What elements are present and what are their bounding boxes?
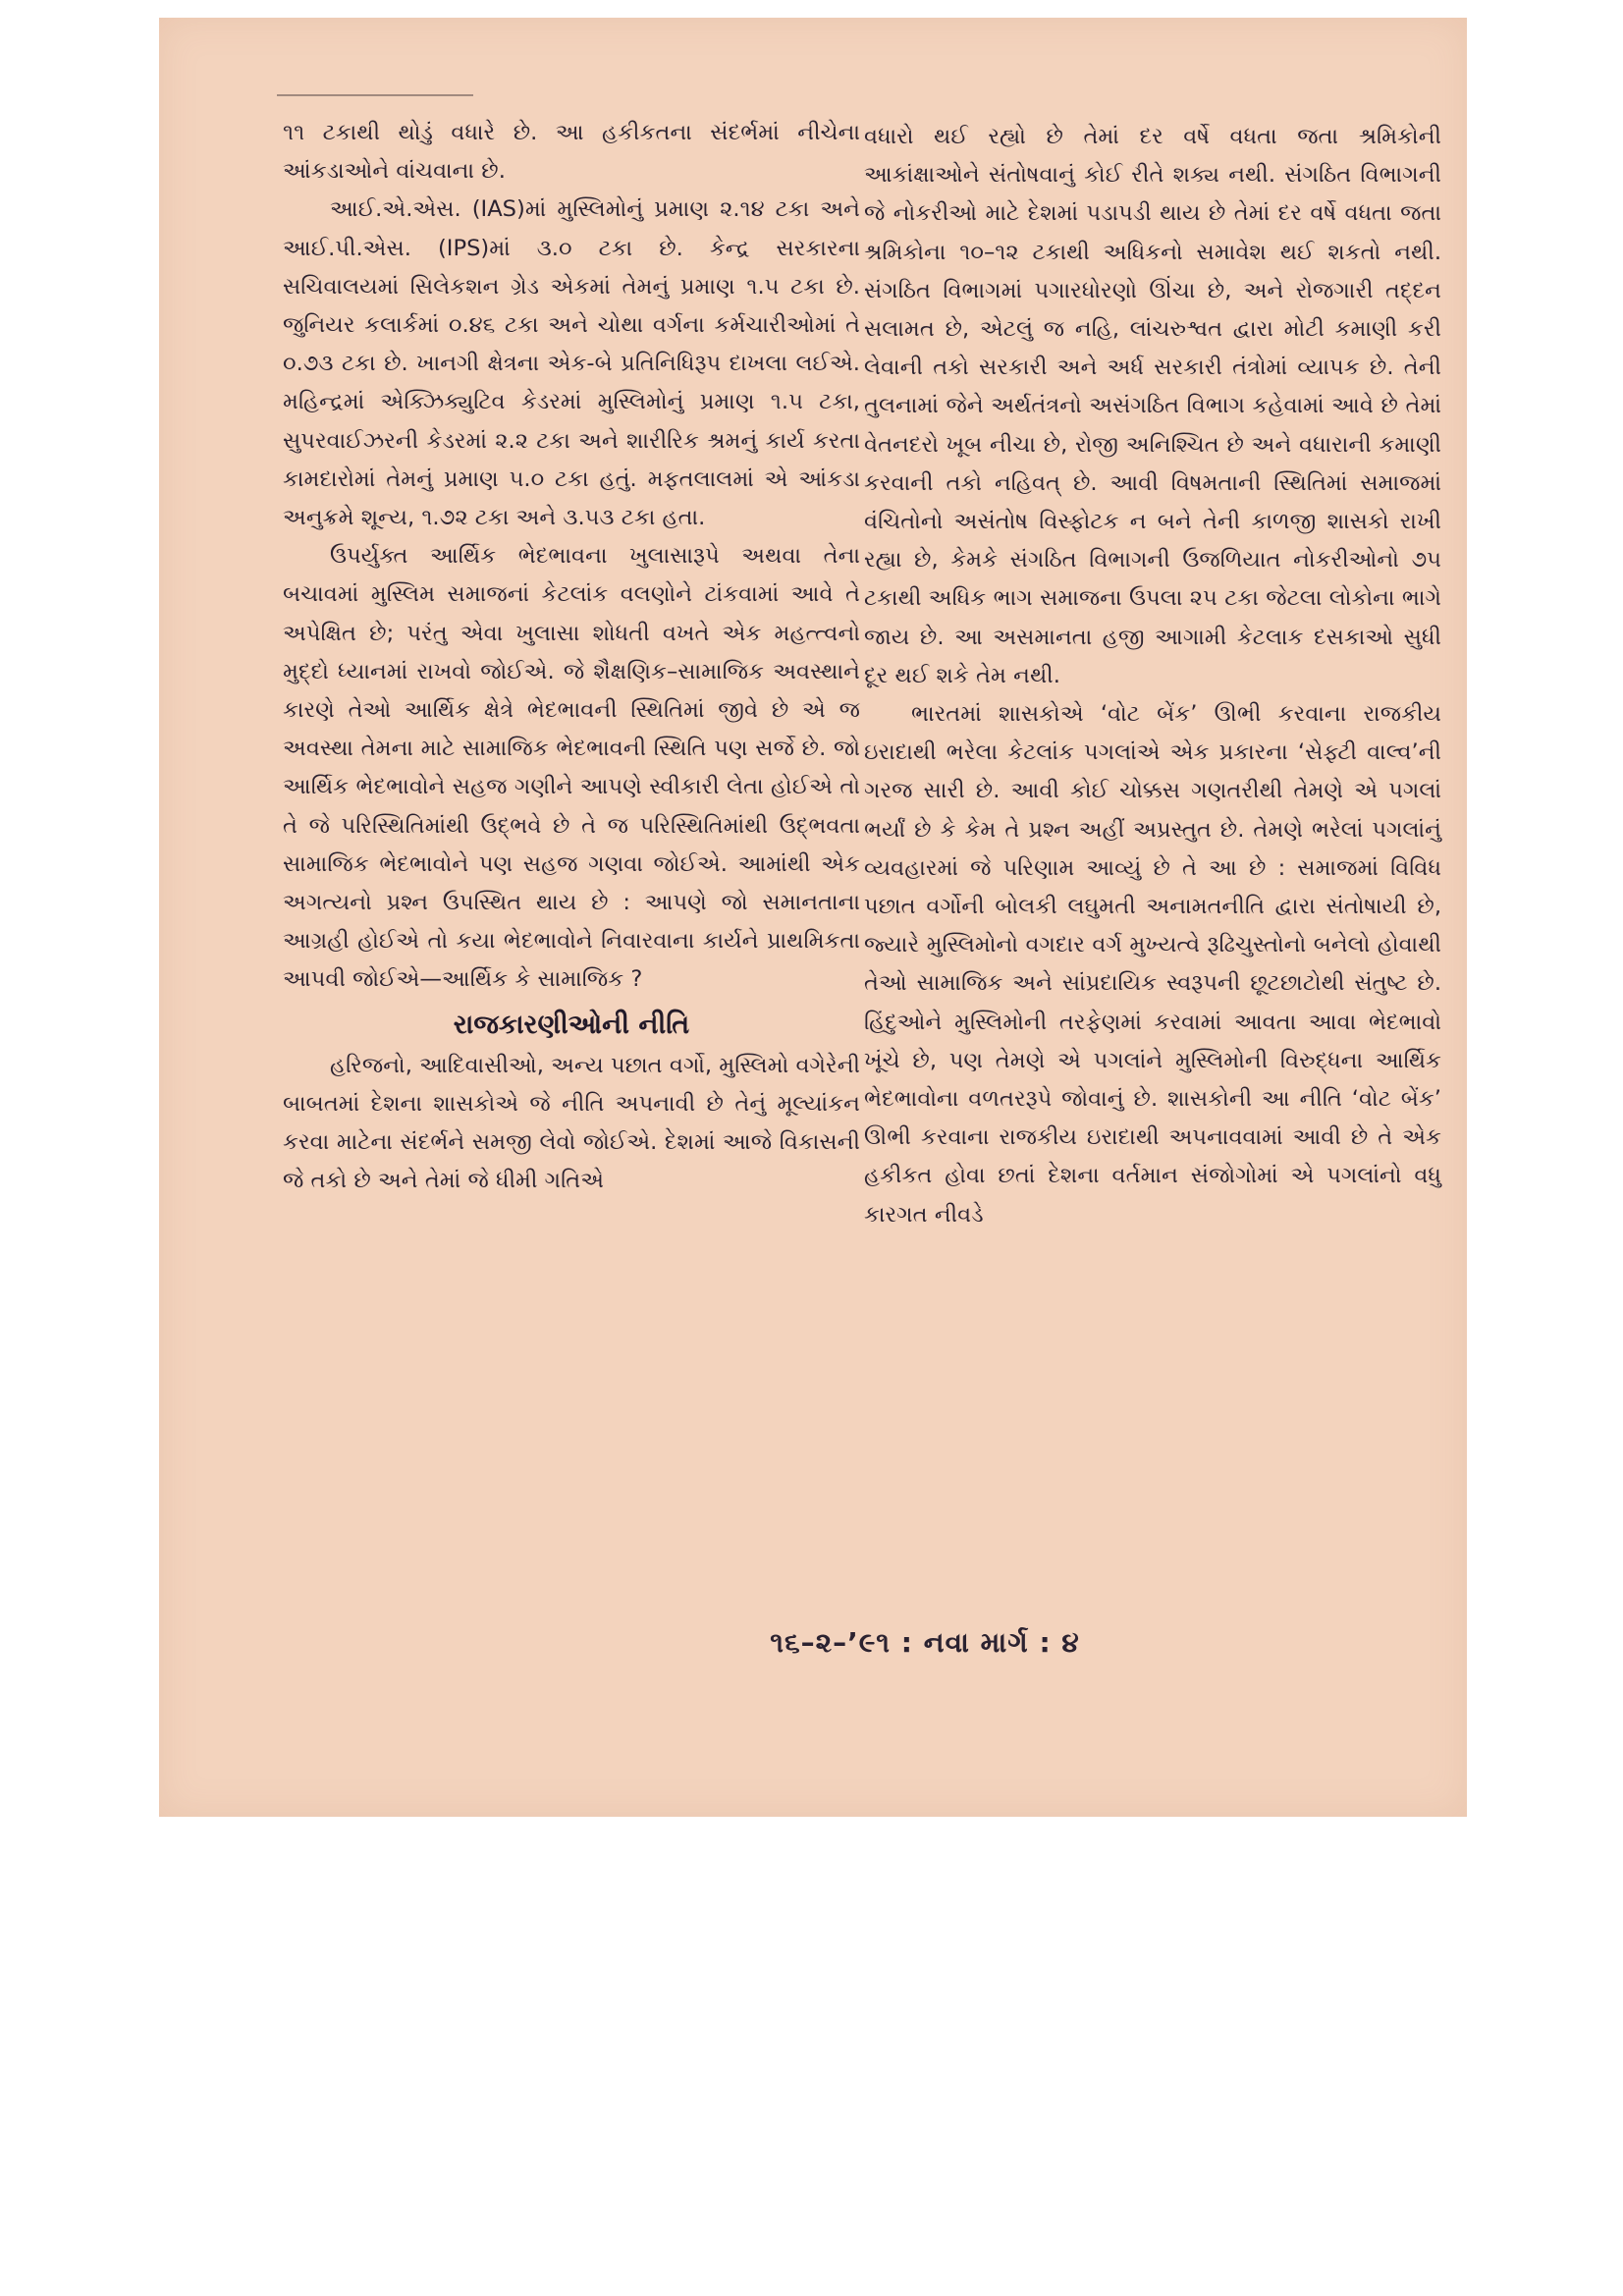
page-footer: ૧૬–૨–’૯૧ : નવા માર્ગ : ૪ <box>770 1626 1080 1659</box>
paragraph: ભારતમાં શાસકોએ ‘વોટ બેંક’ ઊભી કરવાના રાજકીય ઇરાદાથી ભરેલા કેટલાંક પગલાંએ એક પ્રકારના ‘સેફ્ટી વાલ્વ’ની ગરજ સારી છે. આવી કોઈ ચોક્કસ ગણતરીથી તેમણે એ પગલાં ભર્યાં છે કે કેમ તે પ્રશ્ન અહીં અપ્રસ્તુત છે. તેમણે ભરેલાં પગલાંનું વ્યવહારમાં જે પરિણામ આવ્યું છે તે આ છે : સમાજમાં વિવિધ પછાત વર્ગોની બોલકી લઘુમતી અનામતનીતિ દ્વારા સંતોષાયી છે, જ્યારે મુસ્લિમોનો વગદાર વર્ગ મુખ્યત્વે રૂઢિચુસ્તોનો બનેલો હોવાથી તેઓ સામાજિક અને સાંપ્રદાયિક સ્વરૂપની છૂટછાટોથી સંતુષ્ટ છે. હિંદુઓને મુસ્લિમોની તરફેણમાં કરવામાં આવતા આવા ભેદભાવો ખૂંચે છે, પણ તેમણે એ પગલાંને મુસ્લિમોની વિરુદ્ધના આર્થિક ભેદભાવોના વળતરરૂપે જોવાનું છે. શાસકોની આ નીતિ ‘વોટ બેંક’ ઊભી કરવાના રાજકીય ઇરાદાથી અપનાવવામાં આવી છે તે એક હકીકત હોવા છતાં દેશના વર્તમાન સંજોગોમાં એ પગલાંનો વધુ કારગત નીવડે <box>864 701 1441 1228</box>
paragraph: ૧૧ ટકાથી થોડું વધારે છે. આ હકીકતના સંદર્ભમાં નીચેના આંકડાઓને વાંચવાના છે. <box>283 120 860 185</box>
right-column <box>864 118 1441 1234</box>
paragraph: હરિજનો, આદિવાસીઓ, અન્ય પછાત વર્ગો, મુસ્લિમો વગેરેની બાબતમાં દેશના શાસકોએ જે નીતિ અપનાવી છે તેનું મૂલ્યાંકન કરવા માટેના સંદર્ભને સમજી લેવો જોઈએ. દેશમાં આજે વિકાસની જે તકો છે અને તેમાં જે ધીમી ગતિએ <box>283 1052 860 1194</box>
paragraph: વધારો થઈ રહ્યો છે તેમાં દર વર્ષે વધતા જતા શ્રમિકોની આકાંક્ષાઓને સંતોષવાનું કોઈ રીતે શક્ય નથી. સંગઠિત વિભાગની જે નોકરીઓ માટે દેશમાં પડાપડી થાય છે તેમાં દર વર્ષે વધતા જતા શ્રમિકોના ૧૦–૧૨ ટકાથી અધિકનો સમાવેશ થઈ શકતો નથી. સંગઠિત વિભાગમાં પગારધોરણો ઊંચા છે, અને રોજગારી તદ્દન સલામત છે, એટલું જ નહિ, લાંચરુશ્વત દ્વારા મોટી કમાણી કરી લેવાની તકો સરકારી અને અર્ધ સરકારી તંત્રોમાં વ્યાપક છે. તેની તુલનામાં જેને અર્થતંત્રનો અસંગઠિત વિભાગ કહેવામાં આવે છે તેમાં વેતનદરો ખૂબ નીચા છે, રોજી અનિશ્ચિત છે અને વધારાની કમાણી કરવાની તકો નહિવત્ છે. આવી વિષમતાની સ્થિતિમાં સમાજમાં વંચિતોનો અસંતોષ વિસ્ફોટક ન બને તેની કાળજી શાસકો રાખી રહ્યા છે, કેમકે સંગઠિત વિભાગની ઉજળિયાત નોકરીઓનો ૭૫ ટકાથી અધિક ભાગ સમાજના ઉપલા ૨૫ ટકા જેટલા લોકોના ભાગે જાય છે. આ અસમાનતા હજી આગામી કેટલાક દસકાઓ સુધી દૂર થઈ શકે તેમ નથી. <box>864 124 1441 688</box>
paragraph: ઉપર્યુક્ત આર્થિક ભેદભાવના ખુલાસારૂપે અથવા તેના બચાવમાં મુસ્લિમ સમાજનાં કેટલાંક વલણોને ટાંકવામાં આવે તે અપેક્ષિત છે; પરંતુ એવા ખુલાસા શોધતી વખતે એક મહત્ત્વનો મુદ્દો ધ્યાનમાં રાખવો જોઈએ. જે શૈક્ષણિક–સામાજિક અવસ્થાને કારણે તેઓ આર્થિક ક્ષેત્રે ભેદભાવની સ્થિતિમાં જીવે છે એ જ અવસ્થા તેમના માટે સામાજિક ભેદભાવની સ્થિતિ પણ સર્જે છે. જો આર્થિક ભેદભાવોને સહજ ગણીને આપણે સ્વીકારી લેતા હોઈએ તો તે જે પરિસ્થિતિમાંથી ઉદ્ભવે છે તે જ પરિસ્થિતિમાંથી ઉદ્ભવતા સામાજિક ભેદભાવોને પણ સહજ ગણવા જોઈએ. આમાંથી એક અગત્યનો પ્રશ્ન ઉપસ્થિત થાય છે : આપણે જો સમાનતાના આગ્રહી હોઈએ તો કયા ભેદભાવોને નિવારવાના કાર્યને પ્રાથમિકતા આપવી જોઈએ—આર્થિક કે સામાજિક ? <box>283 543 860 993</box>
top-rule <box>277 94 473 96</box>
left-column <box>283 114 860 1200</box>
scanned-page <box>159 18 1467 1817</box>
paragraph: આઈ.એ.એસ. (IAS)માં મુસ્લિમોનું પ્રમાણ ૨.૧૪ ટકા અને આઈ.પી.એસ. (IPS)માં ૩.૦ ટકા છે. કેન્દ્ર સરકારના સચિવાલયમાં સિલેકશન ગ્રેડ એકમાં તેમનું પ્રમાણ ૧.૫ ટકા છે. જુનિયર કલાર્કમાં ૦.૪૬ ટકા અને ચોથા વર્ગના કર્મચારીઓમાં તે ૦.૭૩ ટકા છે. ખાનગી ક્ષેત્રના એક-બે પ્રતિનિધિરૂપ દાખલા લઈએ. મહિન્દ્રમાં એક્ઝિક્યુટિવ કેડરમાં મુસ્લિમોનું પ્રમાણ ૧.૫ ટકા, સુપરવાઈઝરની કેડરમાં ૨.૨ ટકા અને શારીરિક શ્રમનું કાર્ય કરતા કામદારોમાં તેમનું પ્રમાણ ૫.૦ ટકા હતું. મફતલાલમાં એ આંકડા અનુક્રમે શૂન્ય, ૧.૭૨ ટકા અને ૩.૫૩ ટકા હતા. <box>283 196 860 531</box>
section-heading: રાજકારણીઓની નીતિ <box>453 1009 690 1040</box>
